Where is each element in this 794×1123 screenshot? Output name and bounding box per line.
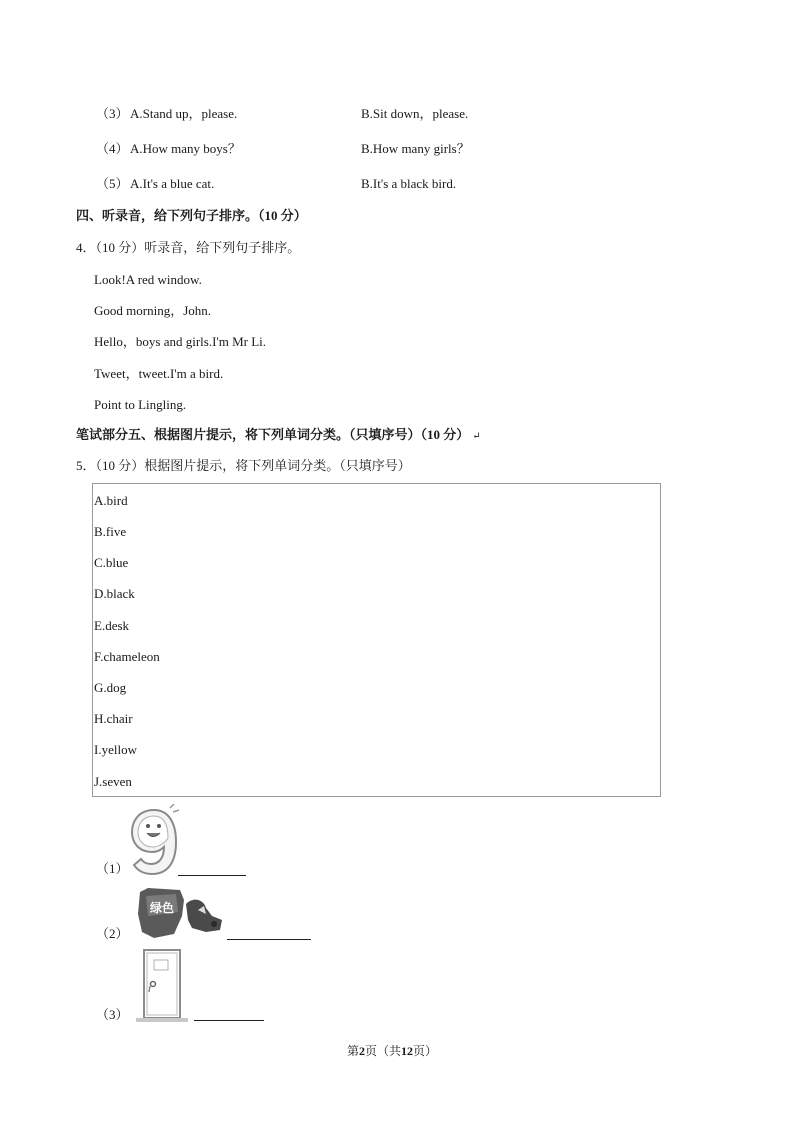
question-4-prompt: 4．（10 分）听录音，给下列句子排序。: [76, 240, 301, 255]
answer-blank-2[interactable]: [227, 939, 311, 940]
option-b: B.It's a black bird.: [361, 176, 457, 191]
section-4-heading: 四、听录音，给下列句子排序。（10 分）: [76, 208, 307, 223]
option-b: B.How many girls？: [361, 141, 470, 156]
item-number: （5）: [96, 176, 129, 191]
list-item: Tweet，tweet.I'm a bird.: [94, 366, 224, 381]
list-item: Point to Lingling.: [94, 397, 187, 412]
option-a: A.It's a blue cat.: [130, 176, 215, 191]
item-number: （3）: [96, 106, 129, 121]
number-nine-icon: [126, 804, 182, 876]
option-a: A.Stand up，please.: [130, 106, 238, 121]
word-option: G.dog: [94, 680, 127, 695]
list-item: Hello，boys and girls.I'm Mr Li.: [94, 334, 267, 349]
list-item: Good morning，John.: [94, 303, 212, 318]
word-option: I.yellow: [94, 742, 137, 757]
green-color-swatch-icon: [134, 886, 226, 944]
item-number: （2）: [96, 926, 129, 941]
return-mark: ↵: [472, 431, 481, 442]
answer-blank-1[interactable]: [178, 875, 246, 876]
word-option: D.black: [94, 586, 135, 601]
word-option: A.bird: [94, 493, 128, 508]
list-item: Look!A red window.: [94, 272, 202, 287]
word-bank-box: [92, 483, 661, 797]
item-number: （1）: [96, 861, 129, 876]
item-number: （4）: [96, 141, 129, 156]
page-footer: 第2页（共12页）: [347, 1044, 438, 1058]
option-a: A.How many boys？: [130, 141, 241, 156]
answer-blank-3[interactable]: [194, 1020, 264, 1021]
question-5-prompt: 5．（10 分）根据图片提示，将下列单词分类。（只填序号）: [76, 458, 411, 473]
word-option: C.blue: [94, 555, 129, 570]
word-option: H.chair: [94, 711, 133, 726]
word-option: F.chameleon: [94, 649, 160, 664]
word-option: J.seven: [94, 774, 132, 789]
swatch-label: 绿色: [150, 901, 175, 915]
option-b: B.Sit down，please.: [361, 106, 469, 121]
word-option: E.desk: [94, 618, 130, 633]
door-icon: [132, 946, 192, 1024]
section-5-heading: 笔试部分五、根据图片提示，将下列单词分类。（只填序号）（10 分） ↵: [76, 427, 481, 442]
word-option: B.five: [94, 524, 127, 539]
item-number: （3）: [96, 1007, 129, 1022]
